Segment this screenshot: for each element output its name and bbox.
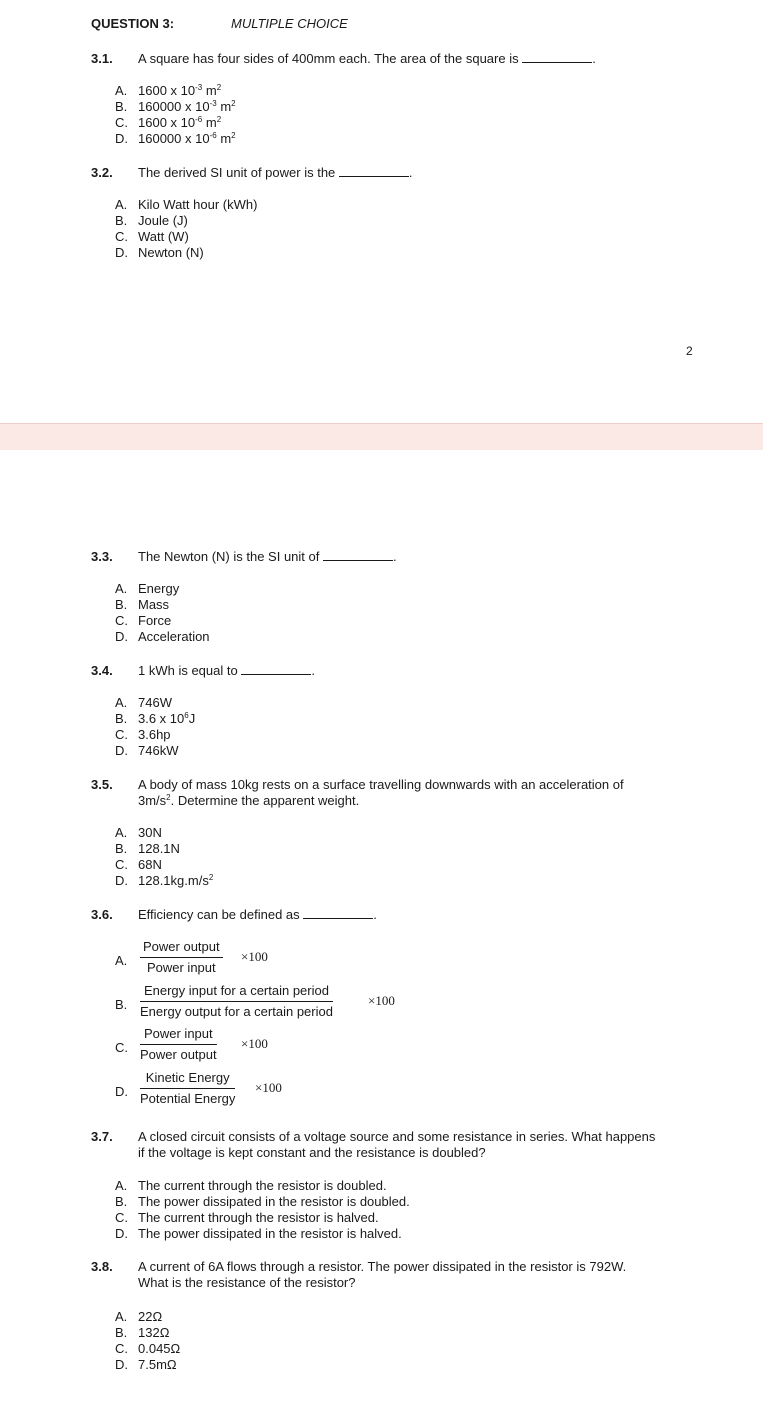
options-3-7 — [115, 1178, 410, 1242]
option-a: A. The current through the resistor is doubled. — [115, 1178, 387, 1193]
option-a: A. 746W — [115, 695, 172, 710]
question-number: 3.3. — [91, 549, 113, 564]
option-d: D. The power dissipated in the resistor is halved. — [115, 1226, 402, 1241]
question-number: 3.1. — [91, 51, 113, 66]
question-number: 3.6. — [91, 907, 113, 922]
question-number: 3.7. — [91, 1129, 113, 1144]
option-b: B. 132Ω — [115, 1325, 170, 1340]
option-c: C. 3.6hp — [115, 727, 171, 742]
option-b: B. Mass — [115, 597, 170, 612]
question-heading: QUESTION 3: — [91, 16, 175, 31]
options-3-2 — [115, 197, 257, 261]
option-c: C. 68N — [115, 857, 162, 872]
option-c: C. The current through the resistor is halved. — [115, 1210, 379, 1225]
options-3-4 — [115, 695, 195, 759]
question-text: A square has four sides of 400mm each. The area of the square is . — [138, 51, 596, 66]
question-text: The derived SI unit of power is the . — [138, 165, 413, 180]
option-c: C. Force — [115, 613, 172, 628]
option-b: B. 160000 x $10^{-3}$ $m^2$ — [115, 99, 236, 114]
option-a: A. Energy — [115, 581, 180, 596]
option-a: A. 30N — [115, 825, 162, 840]
option-c: C. Watt (W) — [115, 229, 189, 244]
question-type: MULTIPLE CHOICE — [231, 16, 348, 31]
fraction: Kinetic Energy Potential Energy — [140, 1070, 236, 1106]
question-text: A current of 6A flows through a resistor. The power dissipated in the resistor is 792W. What is the resistance of the resistor? — [138, 1259, 627, 1290]
option-b: B. 128.1N — [115, 841, 180, 856]
question-text: A body of mass 10kg rests on a surface travelling downwards with an acceleration of $3m/s^2$. Determine the apparent weight. — [138, 777, 624, 808]
option-d: D. 7.5mΩ — [115, 1357, 177, 1372]
option-b: B. The power dissipated in the resistor is doubled. — [115, 1194, 410, 1209]
fraction: Energy input for a certain period Energy output for a certain period — [140, 983, 333, 1019]
fraction: Power input Power output — [140, 1026, 217, 1062]
options-3-3 — [115, 581, 210, 645]
option-d: D. $128.1kg.m/s^2$ — [115, 873, 214, 888]
option-a: A. Kilo Watt hour (kWh) — [115, 197, 258, 212]
answer-blank — [241, 663, 311, 675]
option-b: B. 3.6 x $10^6J$ — [115, 711, 196, 726]
option-c: C. 0.045Ω — [115, 1341, 181, 1356]
option-d: D. Acceleration — [115, 629, 210, 644]
question-number: 3.2. — [91, 165, 113, 180]
question-number: 3.5. — [91, 777, 113, 792]
question-text: A closed circuit consists of a voltage source and some resistance in series. What happens if the voltage is kept constant and the resistance is doubled? — [138, 1129, 656, 1160]
fraction: Power output Power input — [140, 939, 223, 976]
options-3-8 — [115, 1309, 180, 1373]
option-d: D. Newton (N) — [115, 245, 204, 260]
options-3-1 — [115, 83, 236, 147]
question-text: The Newton (N) is the SI unit of . — [138, 549, 397, 564]
answer-blank — [303, 907, 373, 919]
option-d: D. 160000 x $10^{-6}$ $m^2$ — [115, 131, 236, 146]
answer-blank — [522, 51, 592, 63]
page-break — [0, 423, 763, 450]
question-text: 1 kWh is equal to . — [138, 663, 315, 678]
question-number: 3.4. — [91, 663, 113, 678]
option-b: B. Joule (J) — [115, 213, 188, 228]
answer-blank — [339, 165, 409, 177]
page-number: 2 — [686, 344, 693, 358]
answer-blank — [323, 549, 393, 561]
option-d: D. 746kW — [115, 743, 179, 758]
question-text: Efficiency can be defined as . — [138, 907, 377, 922]
options-3-5 — [115, 825, 213, 889]
option-a: A. 22Ω — [115, 1309, 163, 1324]
option-a: A. 1600 x $10^{-3}$ $m^2$ — [115, 83, 222, 98]
question-number: 3.8. — [91, 1259, 113, 1274]
option-c: C. 1600 x $10^{-6}$ $m^2$ — [115, 115, 222, 130]
